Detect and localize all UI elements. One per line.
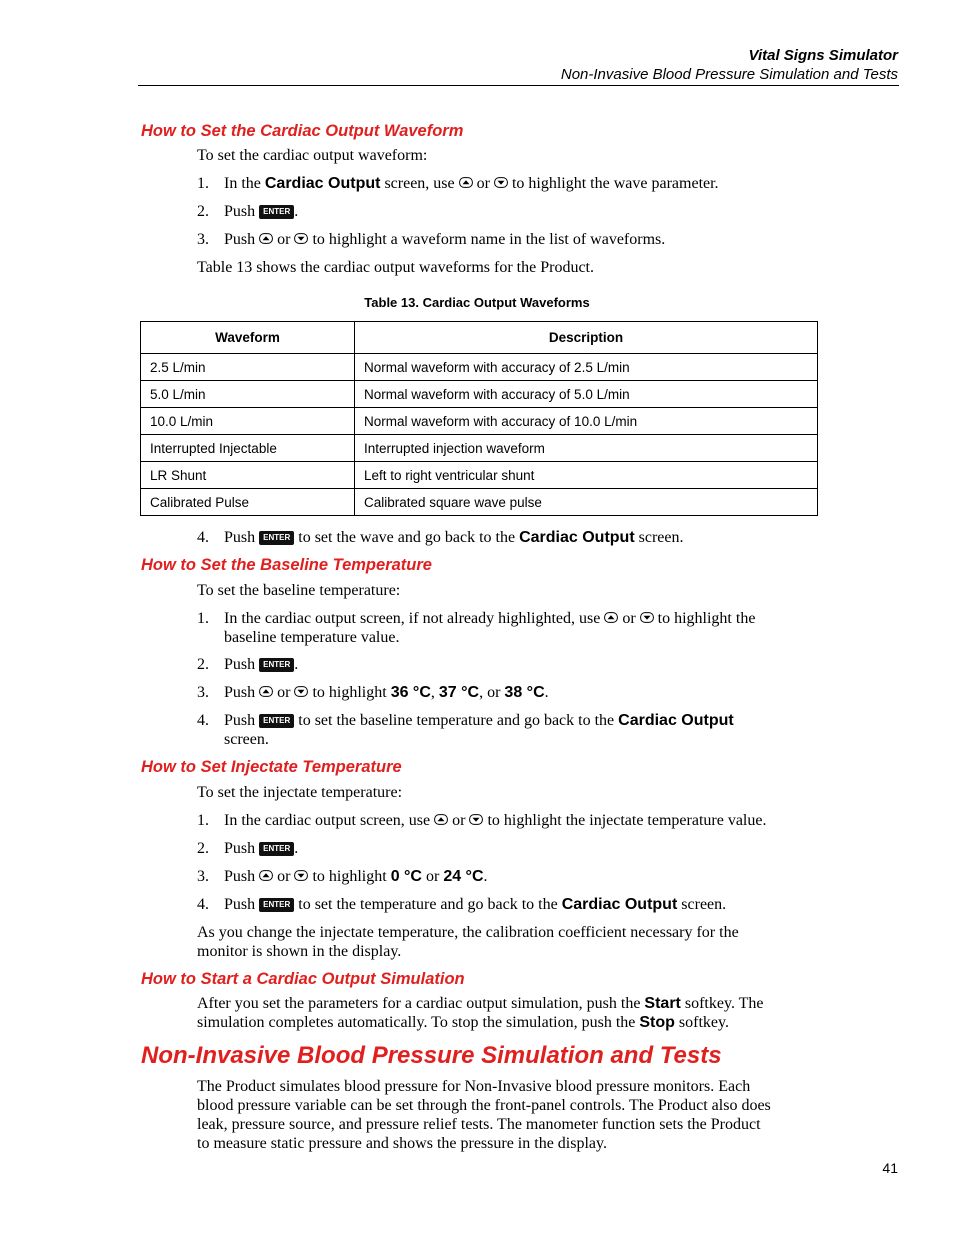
column-header-waveform: Waveform <box>141 322 355 354</box>
injectate-note: As you change the injectate temperature, the calibration coefficient necessary for the monitor is shown in the display. <box>197 924 739 960</box>
intro-text: To set the injectate temperature: <box>197 784 403 801</box>
enter-key-icon: ENTER <box>259 842 294 856</box>
section-heading-injectate: How to Set Injectate Temperature <box>141 758 402 776</box>
up-arrow-key-icon <box>434 814 448 825</box>
step-1: In the cardiac output screen, use or to highlight the injectate temperature value. <box>224 812 767 829</box>
header-subtitle: Non-Invasive Blood Pressure Simulation and Tests <box>560 66 898 83</box>
enter-key-icon: ENTER <box>259 205 294 219</box>
down-arrow-key-icon <box>494 177 508 188</box>
waveform-cell: 2.5 L/min <box>141 354 355 381</box>
table-row <box>141 462 818 489</box>
step-2: Push ENTER . <box>224 203 299 220</box>
description-cell: Normal waveform with accuracy of 10.0 L/min <box>355 408 818 435</box>
down-arrow-key-icon <box>294 686 308 697</box>
step-3: Push or to highlight a waveform name in the list of waveforms. <box>224 231 666 248</box>
table-caption: Table 13. Cardiac Output Waveforms <box>364 295 590 310</box>
table-row <box>141 435 818 462</box>
section-heading-baseline: How to Set the Baseline Temperature <box>141 556 432 574</box>
up-arrow-key-icon <box>459 177 473 188</box>
step-number: 3. <box>197 868 209 885</box>
column-header-description: Description <box>355 322 818 354</box>
section-heading-waveform: How to Set the Cardiac Output Waveform <box>141 122 464 140</box>
nibp-heading: Non-Invasive Blood Pressure Simulation and Tests <box>141 1042 722 1069</box>
enter-key-icon: ENTER <box>259 714 294 728</box>
step-4: Push ENTER to set the wave and go back to the Cardiac Output screen. <box>224 529 684 546</box>
down-arrow-key-icon <box>640 612 654 623</box>
description-cell: Interrupted injection waveform <box>355 435 818 462</box>
step-1: In the cardiac output screen, if not already highlighted, use or to highlight the baseline temperature value. <box>224 610 756 646</box>
step-number: 3. <box>197 231 209 248</box>
description-cell: Calibrated square wave pulse <box>355 489 818 516</box>
waveform-cell: Calibrated Pulse <box>141 489 355 516</box>
waveform-table <box>140 321 818 516</box>
step-number: 3. <box>197 684 209 701</box>
table-row <box>141 381 818 408</box>
header-title: Vital Signs Simulator <box>748 47 898 64</box>
step-number: 1. <box>197 175 209 192</box>
intro-text: To set the cardiac output waveform: <box>197 147 428 164</box>
description-cell: Normal waveform with accuracy of 5.0 L/min <box>355 381 818 408</box>
waveform-cell: 10.0 L/min <box>141 408 355 435</box>
step-number: 1. <box>197 812 209 829</box>
enter-key-icon: ENTER <box>259 531 294 545</box>
enter-key-icon: ENTER <box>259 898 294 912</box>
start-simulation-text: After you set the parameters for a cardiac output simulation, push the Start softkey. The simulation completes automatically. To stop the simulation, push the Stop softkey. <box>197 995 764 1031</box>
down-arrow-key-icon <box>294 870 308 881</box>
enter-key-icon: ENTER <box>259 658 294 672</box>
waveform-cell: LR Shunt <box>141 462 355 489</box>
step-number: 2. <box>197 656 209 673</box>
page-number: 41 <box>882 1160 898 1176</box>
up-arrow-key-icon <box>604 612 618 623</box>
step-2: Push ENTER . <box>224 840 299 857</box>
up-arrow-key-icon <box>259 233 273 244</box>
step-number: 1. <box>197 610 209 627</box>
intro-text: To set the baseline temperature: <box>197 582 401 599</box>
step-4: Push ENTER to set the baseline temperature and go back to the Cardiac Output screen. <box>224 712 734 748</box>
down-arrow-key-icon <box>294 233 308 244</box>
step-3: Push or to highlight 0 °C or 24 °C. <box>224 868 488 885</box>
table-row <box>141 408 818 435</box>
waveform-cell: Interrupted Injectable <box>141 435 355 462</box>
description-cell: Normal waveform with accuracy of 2.5 L/min <box>355 354 818 381</box>
step-1: In the Cardiac Output screen, use or to highlight the wave parameter. <box>224 175 719 192</box>
section-heading-start-simulation: How to Start a Cardiac Output Simulation <box>141 970 465 988</box>
header-rule <box>138 85 899 86</box>
step-2: Push ENTER . <box>224 656 299 673</box>
up-arrow-key-icon <box>259 870 273 881</box>
step-number: 2. <box>197 840 209 857</box>
step-4: Push ENTER to set the temperature and go back to the Cardiac Output screen. <box>224 896 727 913</box>
description-cell: Left to right ventricular shunt <box>355 462 818 489</box>
table-header-row <box>141 322 818 354</box>
down-arrow-key-icon <box>469 814 483 825</box>
step-number: 4. <box>197 896 209 913</box>
nibp-paragraph: The Product simulates blood pressure for Non-Invasive blood pressure monitors. Each blood pressure variable can be set through the front-panel controls. The Product also does leak, pressure source, and pressure relief tests. The manometer function sets the Product to measure static pressure and shows the pressure in the display. <box>197 1078 771 1152</box>
step-3: Push or to highlight 36 °C, 37 °C, or 38 °C. <box>224 684 549 701</box>
step-number: 2. <box>197 203 209 220</box>
table-row <box>141 354 818 381</box>
step-number: 4. <box>197 712 209 729</box>
step-number: 4. <box>197 529 209 546</box>
waveform-cell: 5.0 L/min <box>141 381 355 408</box>
up-arrow-key-icon <box>259 686 273 697</box>
table-reference-text: Table 13 shows the cardiac output waveforms for the Product. <box>197 259 594 276</box>
table-row <box>141 489 818 516</box>
